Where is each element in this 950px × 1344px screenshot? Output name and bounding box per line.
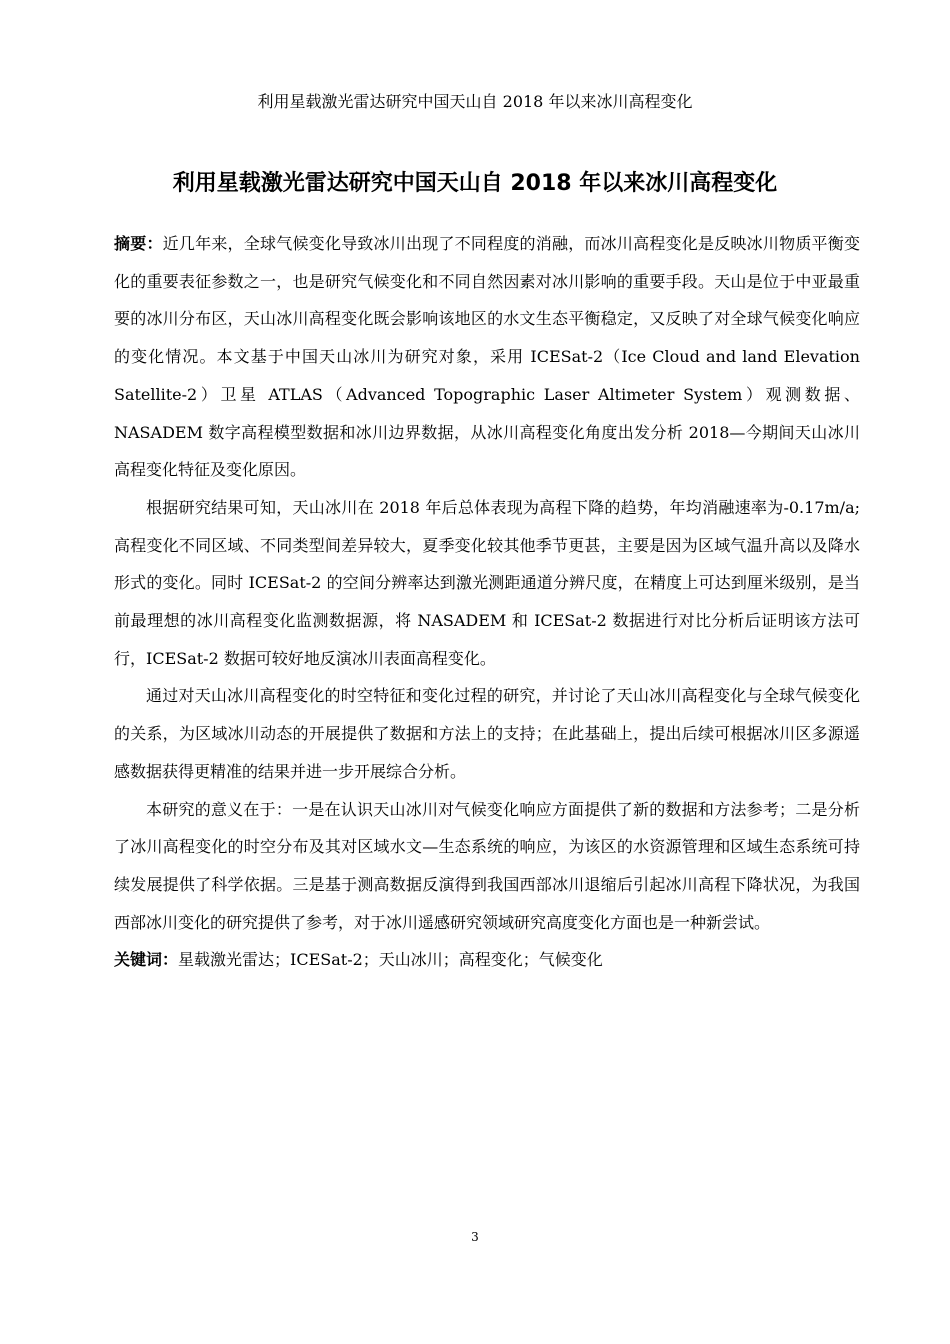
abstract-paragraph-2: 根据研究结果可知，天山冰川在 2018 年后总体表现为高程下降的趋势，年均消融速率为-0.17m/a;高程变化不同区域、不同类型间差异较大，夏季变化较其他季节更甚，主要是因为区域气温升高以及降水形式的变化。同时 ICESat-2 的空间分辨率达到激光测距通道分辨尺度，在精度上可达到厘米级别，是当前最理想的冰川高程变化监测数据源，将 NASADEM 和 ICESat-2 数据进行对比分析后证明该方法可行，ICESat-2 数据可较好地反演冰川表面高程变化。 — [114, 497, 860, 668]
running-header: 利用星载激光雷达研究中国天山自 2018 年以来冰川高程变化 — [257, 92, 693, 111]
paper-title: 利用星载激光雷达研究中国天山自 2018 年以来冰川高程变化 — [172, 171, 778, 196]
keywords-label: 关键词： — [114, 950, 179, 970]
abstract-paragraph-1-text: 近几年来，全球气候变化导致冰川出现了不同程度的消融，而冰川高程变化是反映冰川物质平衡变化的重要表征参数之一，也是研究气候变化和不同自然因素对冰川影响的重要手段。天山是位于中亚最重要的冰川分布区，天山冰川高程变化既会影响该地区的水文生态平衡稳定，又反映了对全球气候变化响应的变化情况。本文基于中国天山冰川为研究对象，采用 ICESat-2（Ice Cloud and land Elevation Satellite-2）卫星 ATLAS（Advanced Topographic Laser Altimeter System）观测数据、NASADEM 数字高程模型数据和冰川边界数据，从冰川高程变化角度出发分析 2018—今期间天山冰川高程变化特征及变化原因。 — [114, 234, 860, 480]
abstract-label: 摘要： — [114, 234, 163, 253]
abstract-paragraph-4: 本研究的意义在于：一是在认识天山冰川对气候变化响应方面提供了新的数据和方法参考；二是分析了冰川高程变化的时空分布及其对区域水文—生态系统的响应，为该区的水资源管理和区域生态系统可持续发展提供了科学依据。三是基于测高数据反演得到我国西部冰川退缩后引起冰川高程下降状况，为我国西部冰川变化的研究提供了参考，对于冰川遥感研究领域研究高度变化方面也是一种新尝试。 — [114, 799, 860, 932]
keywords-line — [114, 941, 860, 979]
keywords-text: 星载激光雷达；ICESat-2；天山冰川；高程变化；气候变化 — [178, 950, 603, 970]
abstract-paragraph-3: 通过对天山冰川高程变化的时空特征和变化过程的研究，并讨论了天山冰川高程变化与全球气候变化的关系，为区域冰川动态的开展提供了数据和方法上的支持；在此基础上，提出后续可根据冰川区多源遥感数据获得更精准的结果并进一步开展综合分析。 — [114, 686, 860, 781]
abstract-section — [114, 225, 860, 979]
page-number: 3 — [471, 1230, 479, 1244]
abstract-paragraph-1 — [114, 225, 860, 489]
